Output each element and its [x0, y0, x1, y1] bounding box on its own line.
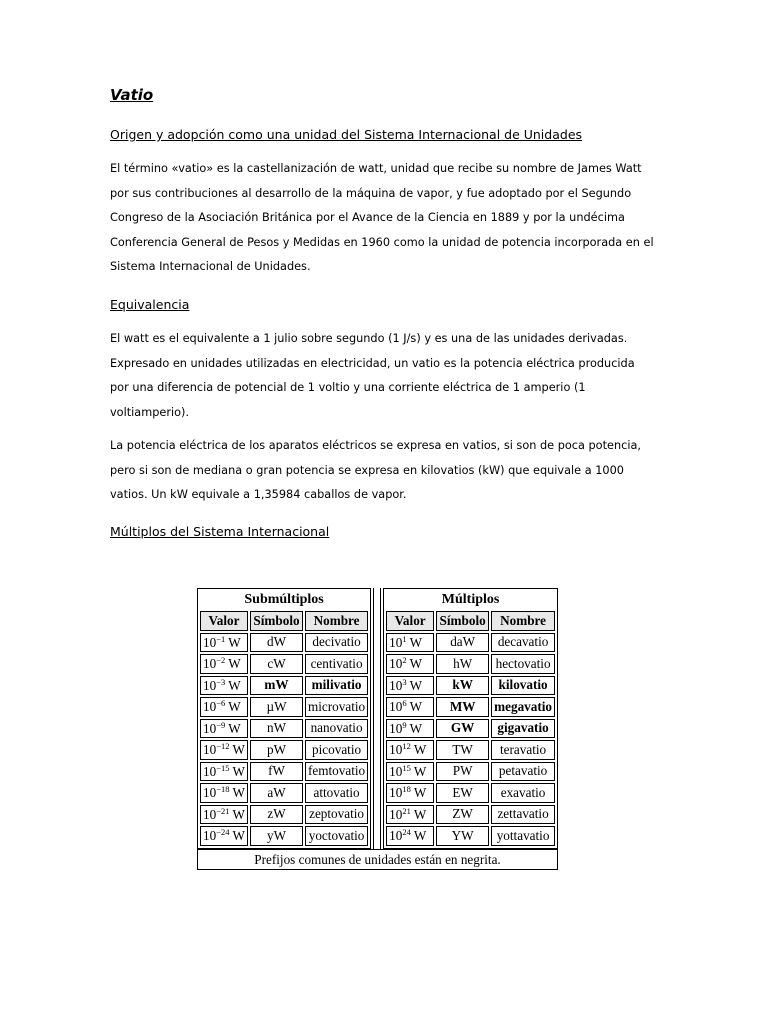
- symbol-cell: YW: [436, 826, 489, 846]
- value-base: 10: [203, 699, 217, 715]
- value-cell: [386, 740, 434, 760]
- name-cell: gigavatio: [491, 719, 555, 739]
- value-base: 10: [203, 677, 217, 693]
- value-cell: [386, 805, 434, 825]
- submultiple-row: [200, 783, 368, 803]
- value-base: 10: [389, 656, 403, 672]
- name-cell: femtovatio: [305, 762, 368, 782]
- value-cell: [200, 805, 248, 825]
- value-exponent: 18: [402, 784, 411, 795]
- multiple-row: [386, 697, 555, 717]
- value-cell: [200, 633, 248, 653]
- symbol-cell: MW: [436, 697, 489, 717]
- symbol-cell: µW: [250, 697, 303, 717]
- value-base: 10: [203, 656, 217, 672]
- submultiple-row: [200, 826, 368, 846]
- multiple-row: [386, 805, 555, 825]
- value-cell: [200, 762, 248, 782]
- multiple-row: [386, 719, 555, 739]
- submultiple-row: [200, 697, 368, 717]
- value-base: 10: [389, 634, 403, 650]
- symbol-cell: dW: [250, 633, 303, 653]
- value-unit: W: [232, 806, 245, 822]
- value-exponent: 3: [402, 676, 407, 687]
- column-header-value: Valor: [386, 611, 434, 631]
- value-exponent: −9: [216, 719, 226, 730]
- paragraph-equivalence-1: El watt es el equivalente a 1 julio sobre segundo (1 J/s) y es una de las unidades derivadas. Expresado en unidades utilizadas en electricidad, un vatio es la potencia eléctrica producida por una diferencia de potencial de 1 voltio y una corriente eléctrica de 1 amperio (1 voltiamperio).: [110, 332, 635, 419]
- column-header-value: Valor: [200, 611, 248, 631]
- value-base: 10: [389, 742, 403, 758]
- value-exponent: 21: [402, 805, 411, 816]
- value-unit: W: [232, 828, 245, 844]
- name-cell: milivatio: [305, 676, 368, 696]
- multiple-row: [386, 633, 555, 653]
- heading-equivalence: Equivalencia: [110, 297, 190, 312]
- value-exponent: −18: [216, 784, 230, 795]
- value-exponent: −24: [216, 827, 230, 838]
- symbol-cell: zW: [250, 805, 303, 825]
- value-base: 10: [389, 677, 403, 693]
- value-base: 10: [203, 720, 217, 736]
- value-exponent: 9: [402, 719, 407, 730]
- value-exponent: −6: [216, 698, 226, 709]
- value-exponent: 24: [402, 827, 411, 838]
- submultiples-title: Submúltiplos: [244, 592, 324, 607]
- heading-multiples: Múltiplos del Sistema Internacional: [110, 524, 330, 539]
- value-unit: W: [409, 720, 423, 736]
- table-note: Prefijos comunes de unidades están en negrita.: [197, 849, 558, 870]
- value-unit: W: [228, 720, 241, 736]
- multiples-title: Múltiplos: [441, 592, 500, 607]
- value-unit: W: [409, 656, 423, 672]
- value-base: 10: [203, 828, 217, 844]
- value-unit: W: [409, 699, 423, 715]
- value-cell: [386, 676, 434, 696]
- name-cell: decivatio: [305, 633, 368, 653]
- name-cell: microvatio: [305, 697, 368, 717]
- table-divider: [373, 588, 381, 849]
- value-unit: W: [228, 699, 241, 715]
- submultiples-table: [197, 588, 371, 849]
- symbol-cell: daW: [436, 633, 489, 653]
- value-exponent: 1: [402, 633, 407, 644]
- value-exponent: 15: [402, 762, 411, 773]
- value-unit: W: [232, 742, 245, 758]
- value-exponent: −2: [216, 655, 226, 666]
- symbol-cell: kW: [436, 676, 489, 696]
- value-base: 10: [389, 720, 403, 736]
- value-unit: W: [409, 677, 423, 693]
- symbol-cell: PW: [436, 762, 489, 782]
- submultiple-row: [200, 719, 368, 739]
- name-cell: attovatio: [305, 783, 368, 803]
- symbol-cell: fW: [250, 762, 303, 782]
- paragraph-equivalence-2: La potencia eléctrica de los aparatos eléctricos se expresa en vatios, si son de poca potencia, pero si son de mediana o gran potencia se expresa en kilovatios (kW) que equivale a 1000 vatios. Un kW equivale a 1,35984 caballos de vapor.: [110, 439, 641, 502]
- multiple-row: [386, 826, 555, 846]
- symbol-cell: pW: [250, 740, 303, 760]
- value-cell: [386, 654, 434, 674]
- value-unit: W: [228, 677, 241, 693]
- symbol-cell: aW: [250, 783, 303, 803]
- value-unit: W: [413, 828, 427, 844]
- name-cell: nanovatio: [305, 719, 368, 739]
- name-cell: zettavatio: [491, 805, 555, 825]
- name-cell: kilovatio: [491, 676, 555, 696]
- column-header-symbol: Símbolo: [436, 611, 489, 631]
- value-exponent: −12: [216, 741, 230, 752]
- multiple-row: [386, 676, 555, 696]
- value-cell: [386, 697, 434, 717]
- value-cell: [200, 740, 248, 760]
- submultiple-row: [200, 740, 368, 760]
- value-unit: W: [228, 656, 241, 672]
- name-cell: petavatio: [491, 762, 555, 782]
- value-cell: [386, 719, 434, 739]
- value-base: 10: [389, 785, 403, 801]
- symbol-cell: hW: [436, 654, 489, 674]
- symbol-cell: GW: [436, 719, 489, 739]
- name-cell: yoctovatio: [305, 826, 368, 846]
- name-cell: teravatio: [491, 740, 555, 760]
- submultiple-row: [200, 762, 368, 782]
- column-header-symbol: Símbolo: [250, 611, 303, 631]
- value-cell: [200, 697, 248, 717]
- value-exponent: 2: [402, 655, 407, 666]
- submultiple-row: [200, 654, 368, 674]
- value-unit: W: [413, 763, 427, 779]
- value-base: 10: [203, 742, 217, 758]
- value-exponent: 12: [402, 741, 411, 752]
- symbol-cell: yW: [250, 826, 303, 846]
- value-cell: [200, 654, 248, 674]
- multiple-row: [386, 783, 555, 803]
- value-base: 10: [389, 763, 403, 779]
- symbol-cell: EW: [436, 783, 489, 803]
- value-cell: [200, 719, 248, 739]
- value-unit: W: [413, 785, 427, 801]
- submultiple-row: [200, 676, 368, 696]
- name-cell: exavatio: [491, 783, 555, 803]
- symbol-cell: ZW: [436, 805, 489, 825]
- multiple-row: [386, 654, 555, 674]
- name-cell: megavatio: [491, 697, 555, 717]
- value-exponent: −15: [216, 762, 230, 773]
- value-base: 10: [389, 828, 403, 844]
- value-cell: [200, 783, 248, 803]
- submultiple-row: [200, 805, 368, 825]
- submultiple-row: [200, 633, 368, 653]
- value-base: 10: [203, 634, 217, 650]
- heading-origin: Origen y adopción como una unidad del Sistema Internacional de Unidades: [110, 127, 583, 142]
- paragraph-origin: El término «vatio» es la castellanización de watt, unidad que recibe su nombre de James Watt por sus contribuciones al desarrollo de la máquina de vapor, y fue adoptado por el Segundo Congreso de la Asociación Británica por el Avance de la Ciencia en 1889 y por la undécima Conferencia General de Pesos y Medidas en 1960 como la unidad de potencia incorporada en el Sistema Internacional de Unidades.: [110, 162, 654, 274]
- column-header-name: Nombre: [305, 611, 368, 631]
- value-base: 10: [389, 806, 403, 822]
- value-unit: W: [228, 634, 241, 650]
- symbol-cell: TW: [436, 740, 489, 760]
- value-exponent: −21: [216, 805, 230, 816]
- value-base: 10: [389, 699, 403, 715]
- column-header-name: Nombre: [491, 611, 555, 631]
- name-cell: hectovatio: [491, 654, 555, 674]
- value-unit: W: [409, 634, 423, 650]
- value-cell: [386, 633, 434, 653]
- multiple-row: [386, 740, 555, 760]
- symbol-cell: cW: [250, 654, 303, 674]
- value-unit: W: [413, 806, 427, 822]
- value-cell: [200, 826, 248, 846]
- value-exponent: 6: [402, 698, 407, 709]
- name-cell: decavatio: [491, 633, 555, 653]
- name-cell: yottavatio: [491, 826, 555, 846]
- value-base: 10: [203, 785, 217, 801]
- value-exponent: −1: [216, 633, 226, 644]
- value-base: 10: [203, 806, 217, 822]
- page-title: Vatio: [110, 86, 154, 104]
- value-base: 10: [203, 763, 217, 779]
- symbol-cell: mW: [250, 676, 303, 696]
- multiple-row: [386, 762, 555, 782]
- value-cell: [386, 783, 434, 803]
- value-unit: W: [232, 763, 245, 779]
- value-exponent: −3: [216, 676, 226, 687]
- value-cell: [386, 762, 434, 782]
- value-unit: W: [232, 785, 245, 801]
- value-cell: [200, 676, 248, 696]
- name-cell: centivatio: [305, 654, 368, 674]
- si-prefix-table: [197, 588, 558, 870]
- name-cell: picovatio: [305, 740, 368, 760]
- value-unit: W: [413, 742, 427, 758]
- value-cell: [386, 826, 434, 846]
- symbol-cell: nW: [250, 719, 303, 739]
- multiples-table: [383, 588, 558, 849]
- name-cell: zeptovatio: [305, 805, 368, 825]
